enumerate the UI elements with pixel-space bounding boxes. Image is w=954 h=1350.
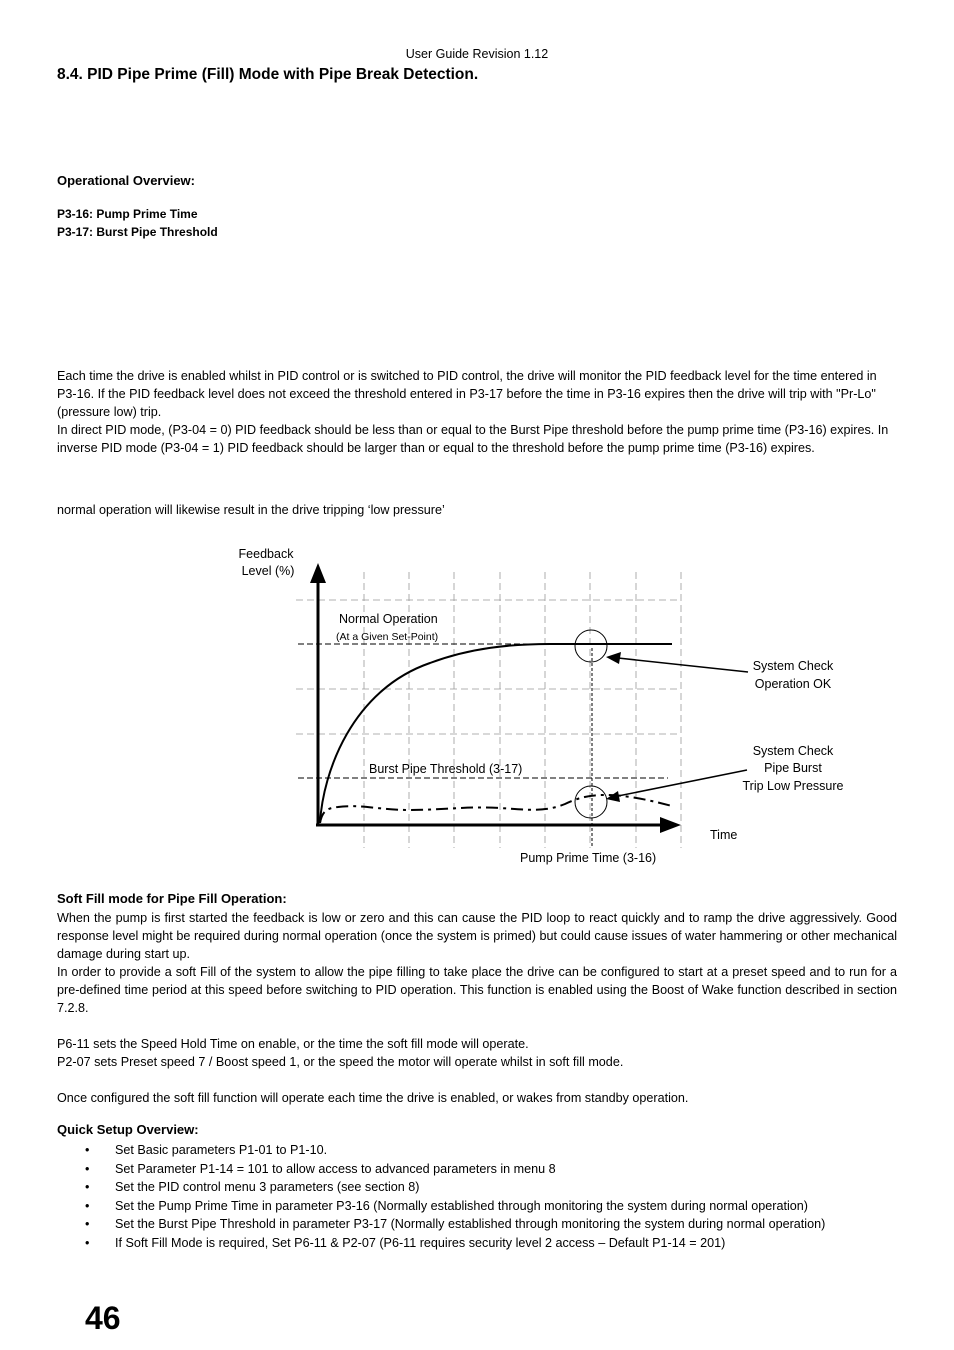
description-note: normal operation will likewise result in the drive tripping ‘low pressure’ [57, 503, 445, 517]
soft-fill-paragraph-2: In order to provide a soft Fill of the system to allow the pipe filling to take place the drive can be configured to start at a preset speed and to run for a pre-defined time period at this speed before switching to PID operation. This function is enabled using the Boost of Wake function described in section 7.2.8. [57, 965, 897, 1015]
ok-pointer-arrow-icon [606, 652, 621, 664]
list-item: • Set the Burst Pipe Threshold in parameter P3-17 (Normally established through monitoring the system during normal operation) [85, 1217, 826, 1232]
overview-heading: Operational Overview: [57, 173, 195, 188]
x-axis-label: Time [710, 828, 738, 842]
soft-fill-heading: Soft Fill mode for Pipe Fill Operation: [57, 891, 287, 906]
quick-setup-list [85, 1141, 825, 1253]
burst-pointer-arrow-icon [606, 791, 620, 802]
list-item: • Set Basic parameters P1-01 to P1-10. [85, 1143, 328, 1157]
check-burst-circle-icon [575, 786, 607, 818]
list-item: • Set the PID control menu 3 parameters (see section 8) [85, 1180, 420, 1195]
list-item: • If Soft Fill Mode is required, Set P6-11 & P2-07 (P6-11 requires security level 2 access – Default P1-14 = 201) [85, 1235, 726, 1250]
soft-fill-paragraph-5: Once configured the soft fill function will operate each time the drive is enabled, or wakes from standby operation. [57, 1091, 689, 1105]
page-number: 46 [85, 1300, 121, 1336]
soft-fill-p6-11: P6-11 sets the Speed Hold Time on enable, or the time the soft fill mode will operate. [57, 1037, 529, 1051]
trip-label-line1: System Check [752, 744, 834, 758]
pipe-prime-diagram [0, 530, 954, 875]
x-axis-arrow-icon [660, 817, 681, 833]
section-title: 8.4. PID Pipe Prime (Fill) Mode with Pipe Break Detection. [57, 66, 479, 83]
page-header: User Guide Revision 1.12 [405, 47, 549, 61]
description-block [57, 367, 897, 457]
soft-fill-paragraph-1: When the pump is first started the feedback is low or zero and this can cause the PID loop to react quickly and to ramp the drive aggressively. Good response level might be required during normal operation (once the system is primed) but could cause issues of water hammering or other mechanical damage during start up. [57, 911, 897, 961]
ok-label-line2: Operation OK [754, 677, 832, 691]
y-axis-arrow-icon [310, 563, 326, 583]
param-p3-17: P3-17: Burst Pipe Threshold [57, 225, 218, 239]
list-item: • Set the Pump Prime Time in parameter P3-16 (Normally established through monitoring the system during normal operation) [85, 1198, 808, 1213]
soft-fill-p2-07: P2-07 sets Preset speed 7 / Boost speed 1, or the speed the motor will operate whilst in soft fill mode. [57, 1055, 624, 1069]
param-p3-16: P3-16: Pump Prime Time [57, 207, 198, 221]
list-item: • Set Parameter P1-14 = 101 to allow access to advanced parameters in menu 8 [85, 1161, 556, 1176]
burst-pointer-line [618, 770, 747, 796]
ok-pointer-line [618, 658, 748, 672]
soft-fill-block [57, 909, 897, 1107]
normal-operation-label: Normal Operation [339, 612, 438, 626]
y-axis-label-line2: Level (%) [241, 564, 295, 578]
ok-label-line1: System Check [752, 659, 834, 673]
burst-threshold-label: Burst Pipe Threshold (3-17) [369, 762, 523, 776]
y-axis-label-line1: Feedback [238, 547, 294, 561]
check-ok-circle-icon [575, 630, 607, 662]
quick-setup-heading: Quick Setup Overview: [57, 1122, 199, 1137]
description-paragraph-1: Each time the drive is enabled whilst in PID control or is switched to PID control, the drive will monitor the PID feedback level for the time entered in P3-16. If the PID feedback level does not exceed the threshold entered in P3-17 before the time in P3-16 expires then the drive will trip with "Pr-Lo" (pressure low) trip. [57, 369, 877, 419]
normal-operation-sublabel: (At a Given Set-Point) [336, 631, 439, 643]
description-paragraph-2: In direct PID mode, (P3-04 = 0) PID feedback should be less than or equal to the Burst Pipe threshold before the pump prime time (P3-16) expires. In inverse PID mode (P3-04 = 1) PID feedback should be larger than or equal to the threshold before the pump prime time (P3-16) expires. [57, 423, 889, 455]
trip-label-line3: Trip Low Pressure [742, 779, 844, 793]
pump-prime-time-label: Pump Prime Time (3-16) [520, 851, 657, 865]
trip-label-line2: Pipe Burst [764, 761, 822, 775]
